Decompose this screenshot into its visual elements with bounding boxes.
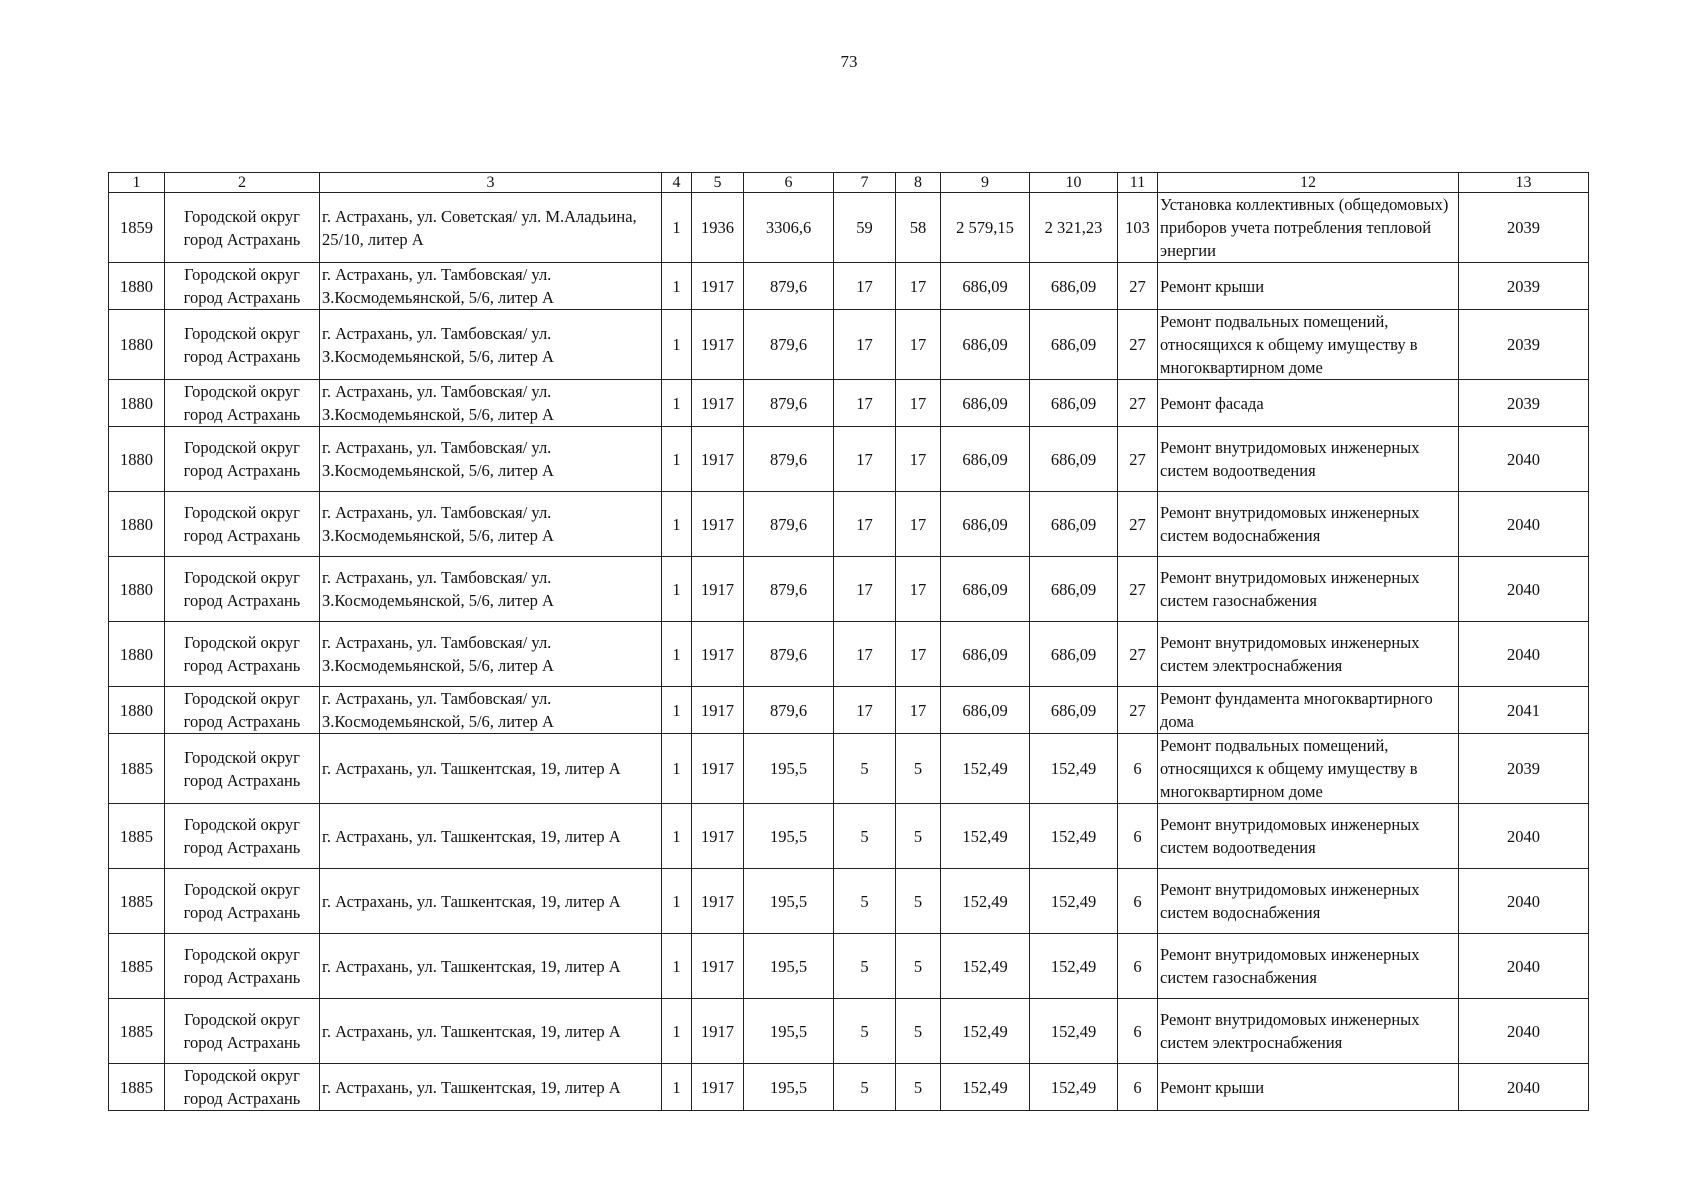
- col4-cell: 1: [662, 804, 692, 869]
- col10-cell: 152,49: [1030, 869, 1118, 934]
- col9-cell: 686,09: [941, 427, 1030, 492]
- municipality-cell: Городской округ город Астрахань: [165, 1064, 320, 1111]
- year-cell: 1917: [692, 310, 744, 380]
- table-row: [109, 1064, 1589, 1111]
- work-type-cell: Ремонт фундамента многоквартирного дома: [1158, 687, 1459, 734]
- col9-cell: 686,09: [941, 622, 1030, 687]
- year-cell: 1917: [692, 557, 744, 622]
- col4-cell: 1: [662, 1064, 692, 1111]
- address-cell: г. Астрахань, ул. Тамбовская/ ул. З.Космодемьянской, 5/6, литер А: [320, 310, 662, 380]
- year-cell: 1917: [692, 934, 744, 999]
- area-cell: 195,5: [744, 934, 834, 999]
- planned-year-cell: 2040: [1459, 1064, 1589, 1111]
- col11-cell: 27: [1118, 310, 1158, 380]
- area-cell: 879,6: [744, 310, 834, 380]
- record-number-cell: 1885: [109, 1064, 165, 1111]
- municipality-cell: Городской округ город Астрахань: [165, 869, 320, 934]
- col7-cell: 17: [834, 427, 896, 492]
- work-type-cell: Ремонт подвальных помещений, относящихся к общему имуществу в многоквартирном доме: [1158, 310, 1459, 380]
- col4-cell: 1: [662, 934, 692, 999]
- municipality-cell: Городской округ город Астрахань: [165, 734, 320, 804]
- col9-cell: 686,09: [941, 557, 1030, 622]
- col4-cell: 1: [662, 193, 692, 263]
- col7-cell: 59: [834, 193, 896, 263]
- col8-cell: 5: [896, 869, 941, 934]
- planned-year-cell: 2039: [1459, 263, 1589, 310]
- col8-cell: 5: [896, 999, 941, 1064]
- year-cell: 1917: [692, 263, 744, 310]
- address-cell: г. Астрахань, ул. Ташкентская, 19, литер А: [320, 999, 662, 1064]
- record-number-cell: 1859: [109, 193, 165, 263]
- planned-year-cell: 2040: [1459, 427, 1589, 492]
- planned-year-cell: 2040: [1459, 804, 1589, 869]
- work-type-cell: Ремонт внутридомовых инженерных систем водоотведения: [1158, 427, 1459, 492]
- table-header: [109, 173, 1589, 193]
- col4-cell: 1: [662, 557, 692, 622]
- col8-cell: 5: [896, 1064, 941, 1111]
- column-header: 2: [165, 173, 320, 193]
- planned-year-cell: 2041: [1459, 687, 1589, 734]
- col7-cell: 5: [834, 869, 896, 934]
- area-cell: 879,6: [744, 380, 834, 427]
- table-row: [109, 869, 1589, 934]
- municipality-cell: Городской округ город Астрахань: [165, 380, 320, 427]
- col8-cell: 17: [896, 492, 941, 557]
- col10-cell: 686,09: [1030, 310, 1118, 380]
- municipality-cell: Городской округ город Астрахань: [165, 263, 320, 310]
- col8-cell: 58: [896, 193, 941, 263]
- column-header: 8: [896, 173, 941, 193]
- area-cell: 879,6: [744, 492, 834, 557]
- municipality-cell: Городской округ город Астрахань: [165, 804, 320, 869]
- record-number-cell: 1880: [109, 687, 165, 734]
- col7-cell: 17: [834, 263, 896, 310]
- col8-cell: 5: [896, 804, 941, 869]
- column-header: 7: [834, 173, 896, 193]
- work-type-cell: Ремонт внутридомовых инженерных систем газоснабжения: [1158, 557, 1459, 622]
- col9-cell: 152,49: [941, 804, 1030, 869]
- col11-cell: 27: [1118, 557, 1158, 622]
- table-row: [109, 193, 1589, 263]
- col11-cell: 6: [1118, 1064, 1158, 1111]
- col10-cell: 152,49: [1030, 804, 1118, 869]
- col10-cell: 686,09: [1030, 492, 1118, 557]
- address-cell: г. Астрахань, ул. Тамбовская/ ул. З.Космодемьянской, 5/6, литер А: [320, 427, 662, 492]
- address-cell: г. Астрахань, ул. Ташкентская, 19, литер А: [320, 734, 662, 804]
- area-cell: 879,6: [744, 687, 834, 734]
- planned-year-cell: 2039: [1459, 734, 1589, 804]
- col11-cell: 103: [1118, 193, 1158, 263]
- area-cell: 879,6: [744, 622, 834, 687]
- area-cell: 195,5: [744, 734, 834, 804]
- record-number-cell: 1885: [109, 869, 165, 934]
- municipality-cell: Городской округ город Астрахань: [165, 492, 320, 557]
- year-cell: 1917: [692, 492, 744, 557]
- area-cell: 195,5: [744, 1064, 834, 1111]
- col10-cell: 686,09: [1030, 380, 1118, 427]
- work-type-cell: Ремонт крыши: [1158, 263, 1459, 310]
- col10-cell: 152,49: [1030, 934, 1118, 999]
- col4-cell: 1: [662, 310, 692, 380]
- col10-cell: 686,09: [1030, 427, 1118, 492]
- col7-cell: 5: [834, 734, 896, 804]
- work-type-cell: Ремонт внутридомовых инженерных систем водоснабжения: [1158, 492, 1459, 557]
- work-type-cell: Ремонт внутридомовых инженерных систем водоснабжения: [1158, 869, 1459, 934]
- municipality-cell: Городской округ город Астрахань: [165, 622, 320, 687]
- column-header: 5: [692, 173, 744, 193]
- area-cell: 879,6: [744, 427, 834, 492]
- col9-cell: 152,49: [941, 934, 1030, 999]
- work-type-cell: Ремонт внутридомовых инженерных систем электроснабжения: [1158, 622, 1459, 687]
- record-number-cell: 1880: [109, 622, 165, 687]
- col8-cell: 17: [896, 263, 941, 310]
- col8-cell: 17: [896, 380, 941, 427]
- year-cell: 1917: [692, 804, 744, 869]
- col11-cell: 27: [1118, 380, 1158, 427]
- col4-cell: 1: [662, 380, 692, 427]
- registry-table: [108, 172, 1589, 1111]
- record-number-cell: 1885: [109, 804, 165, 869]
- municipality-cell: Городской округ город Астрахань: [165, 427, 320, 492]
- col11-cell: 6: [1118, 804, 1158, 869]
- year-cell: 1917: [692, 622, 744, 687]
- col11-cell: 27: [1118, 687, 1158, 734]
- table-row: [109, 427, 1589, 492]
- col4-cell: 1: [662, 263, 692, 310]
- column-header: 12: [1158, 173, 1459, 193]
- col11-cell: 27: [1118, 622, 1158, 687]
- planned-year-cell: 2040: [1459, 492, 1589, 557]
- planned-year-cell: 2039: [1459, 380, 1589, 427]
- col8-cell: 17: [896, 687, 941, 734]
- column-header: 13: [1459, 173, 1589, 193]
- col9-cell: 686,09: [941, 687, 1030, 734]
- municipality-cell: Городской округ город Астрахань: [165, 687, 320, 734]
- planned-year-cell: 2040: [1459, 999, 1589, 1064]
- col11-cell: 6: [1118, 999, 1158, 1064]
- col11-cell: 6: [1118, 934, 1158, 999]
- col7-cell: 17: [834, 687, 896, 734]
- record-number-cell: 1880: [109, 310, 165, 380]
- address-cell: г. Астрахань, ул. Советская/ ул. М.Аладьина, 25/10, литер А: [320, 193, 662, 263]
- col7-cell: 5: [834, 999, 896, 1064]
- area-cell: 879,6: [744, 263, 834, 310]
- work-type-cell: Ремонт внутридомовых инженерных систем водоотведения: [1158, 804, 1459, 869]
- area-cell: 879,6: [744, 557, 834, 622]
- col10-cell: 686,09: [1030, 557, 1118, 622]
- table-row: [109, 492, 1589, 557]
- header-row: [109, 173, 1589, 193]
- col4-cell: 1: [662, 999, 692, 1064]
- col4-cell: 1: [662, 687, 692, 734]
- work-type-cell: Ремонт подвальных помещений, относящихся к общему имуществу в многоквартирном доме: [1158, 734, 1459, 804]
- col7-cell: 17: [834, 380, 896, 427]
- table-row: [109, 687, 1589, 734]
- address-cell: г. Астрахань, ул. Тамбовская/ ул. З.Космодемьянской, 5/6, литер А: [320, 492, 662, 557]
- table-row: [109, 263, 1589, 310]
- record-number-cell: 1880: [109, 492, 165, 557]
- col8-cell: 5: [896, 734, 941, 804]
- col8-cell: 17: [896, 427, 941, 492]
- year-cell: 1917: [692, 687, 744, 734]
- col10-cell: 686,09: [1030, 687, 1118, 734]
- col7-cell: 17: [834, 310, 896, 380]
- column-header: 6: [744, 173, 834, 193]
- address-cell: г. Астрахань, ул. Тамбовская/ ул. З.Космодемьянской, 5/6, литер А: [320, 687, 662, 734]
- column-header: 9: [941, 173, 1030, 193]
- col9-cell: 686,09: [941, 380, 1030, 427]
- col8-cell: 17: [896, 310, 941, 380]
- area-cell: 195,5: [744, 804, 834, 869]
- col9-cell: 2 579,15: [941, 193, 1030, 263]
- planned-year-cell: 2040: [1459, 869, 1589, 934]
- col4-cell: 1: [662, 869, 692, 934]
- column-header: 1: [109, 173, 165, 193]
- col11-cell: 27: [1118, 427, 1158, 492]
- record-number-cell: 1880: [109, 557, 165, 622]
- address-cell: г. Астрахань, ул. Ташкентская, 19, литер А: [320, 934, 662, 999]
- col10-cell: 2 321,23: [1030, 193, 1118, 263]
- area-cell: 195,5: [744, 869, 834, 934]
- planned-year-cell: 2039: [1459, 310, 1589, 380]
- col11-cell: 6: [1118, 869, 1158, 934]
- col9-cell: 152,49: [941, 999, 1030, 1064]
- address-cell: г. Астрахань, ул. Ташкентская, 19, литер А: [320, 804, 662, 869]
- address-cell: г. Астрахань, ул. Ташкентская, 19, литер А: [320, 869, 662, 934]
- work-type-cell: Ремонт крыши: [1158, 1064, 1459, 1111]
- table-row: [109, 622, 1589, 687]
- col7-cell: 5: [834, 1064, 896, 1111]
- col8-cell: 17: [896, 622, 941, 687]
- col7-cell: 17: [834, 622, 896, 687]
- col9-cell: 152,49: [941, 869, 1030, 934]
- address-cell: г. Астрахань, ул. Тамбовская/ ул. З.Космодемьянской, 5/6, литер А: [320, 263, 662, 310]
- col11-cell: 27: [1118, 492, 1158, 557]
- col10-cell: 152,49: [1030, 999, 1118, 1064]
- municipality-cell: Городской округ город Астрахань: [165, 934, 320, 999]
- year-cell: 1917: [692, 1064, 744, 1111]
- col10-cell: 152,49: [1030, 734, 1118, 804]
- record-number-cell: 1885: [109, 934, 165, 999]
- year-cell: 1917: [692, 380, 744, 427]
- col7-cell: 5: [834, 934, 896, 999]
- col7-cell: 17: [834, 492, 896, 557]
- municipality-cell: Городской округ город Астрахань: [165, 557, 320, 622]
- year-cell: 1917: [692, 427, 744, 492]
- address-cell: г. Астрахань, ул. Ташкентская, 19, литер А: [320, 1064, 662, 1111]
- record-number-cell: 1880: [109, 263, 165, 310]
- year-cell: 1917: [692, 999, 744, 1064]
- col4-cell: 1: [662, 492, 692, 557]
- table-body: [109, 193, 1589, 1111]
- col10-cell: 152,49: [1030, 1064, 1118, 1111]
- work-type-cell: Ремонт внутридомовых инженерных систем электроснабжения: [1158, 999, 1459, 1064]
- planned-year-cell: 2040: [1459, 622, 1589, 687]
- year-cell: 1936: [692, 193, 744, 263]
- area-cell: 195,5: [744, 999, 834, 1064]
- col9-cell: 686,09: [941, 492, 1030, 557]
- table-row: [109, 557, 1589, 622]
- area-cell: 3306,6: [744, 193, 834, 263]
- col11-cell: 27: [1118, 263, 1158, 310]
- work-type-cell: Ремонт фасада: [1158, 380, 1459, 427]
- work-type-cell: Установка коллективных (общедомовых) приборов учета потребления тепловой энергии: [1158, 193, 1459, 263]
- column-header: 11: [1118, 173, 1158, 193]
- col4-cell: 1: [662, 622, 692, 687]
- table-row: [109, 734, 1589, 804]
- municipality-cell: Городской округ город Астрахань: [165, 999, 320, 1064]
- col10-cell: 686,09: [1030, 622, 1118, 687]
- col9-cell: 152,49: [941, 734, 1030, 804]
- table-row: [109, 310, 1589, 380]
- record-number-cell: 1885: [109, 734, 165, 804]
- municipality-cell: Городской округ город Астрахань: [165, 310, 320, 380]
- col7-cell: 17: [834, 557, 896, 622]
- column-header: 4: [662, 173, 692, 193]
- col11-cell: 6: [1118, 734, 1158, 804]
- year-cell: 1917: [692, 869, 744, 934]
- planned-year-cell: 2040: [1459, 934, 1589, 999]
- col4-cell: 1: [662, 427, 692, 492]
- table-row: [109, 380, 1589, 427]
- planned-year-cell: 2040: [1459, 557, 1589, 622]
- municipality-cell: Городской округ город Астрахань: [165, 193, 320, 263]
- col8-cell: 17: [896, 557, 941, 622]
- col9-cell: 686,09: [941, 263, 1030, 310]
- address-cell: г. Астрахань, ул. Тамбовская/ ул. З.Космодемьянской, 5/6, литер А: [320, 557, 662, 622]
- table-row: [109, 804, 1589, 869]
- column-header: 10: [1030, 173, 1118, 193]
- col9-cell: 152,49: [941, 1064, 1030, 1111]
- col10-cell: 686,09: [1030, 263, 1118, 310]
- col4-cell: 1: [662, 734, 692, 804]
- planned-year-cell: 2039: [1459, 193, 1589, 263]
- record-number-cell: 1880: [109, 427, 165, 492]
- year-cell: 1917: [692, 734, 744, 804]
- record-number-cell: 1885: [109, 999, 165, 1064]
- table-row: [109, 999, 1589, 1064]
- address-cell: г. Астрахань, ул. Тамбовская/ ул. З.Космодемьянской, 5/6, литер А: [320, 380, 662, 427]
- column-header: 3: [320, 173, 662, 193]
- col7-cell: 5: [834, 804, 896, 869]
- record-number-cell: 1880: [109, 380, 165, 427]
- address-cell: г. Астрахань, ул. Тамбовская/ ул. З.Космодемьянской, 5/6, литер А: [320, 622, 662, 687]
- page-number: 73: [840, 52, 858, 71]
- table-row: [109, 934, 1589, 999]
- work-type-cell: Ремонт внутридомовых инженерных систем газоснабжения: [1158, 934, 1459, 999]
- col9-cell: 686,09: [941, 310, 1030, 380]
- col8-cell: 5: [896, 934, 941, 999]
